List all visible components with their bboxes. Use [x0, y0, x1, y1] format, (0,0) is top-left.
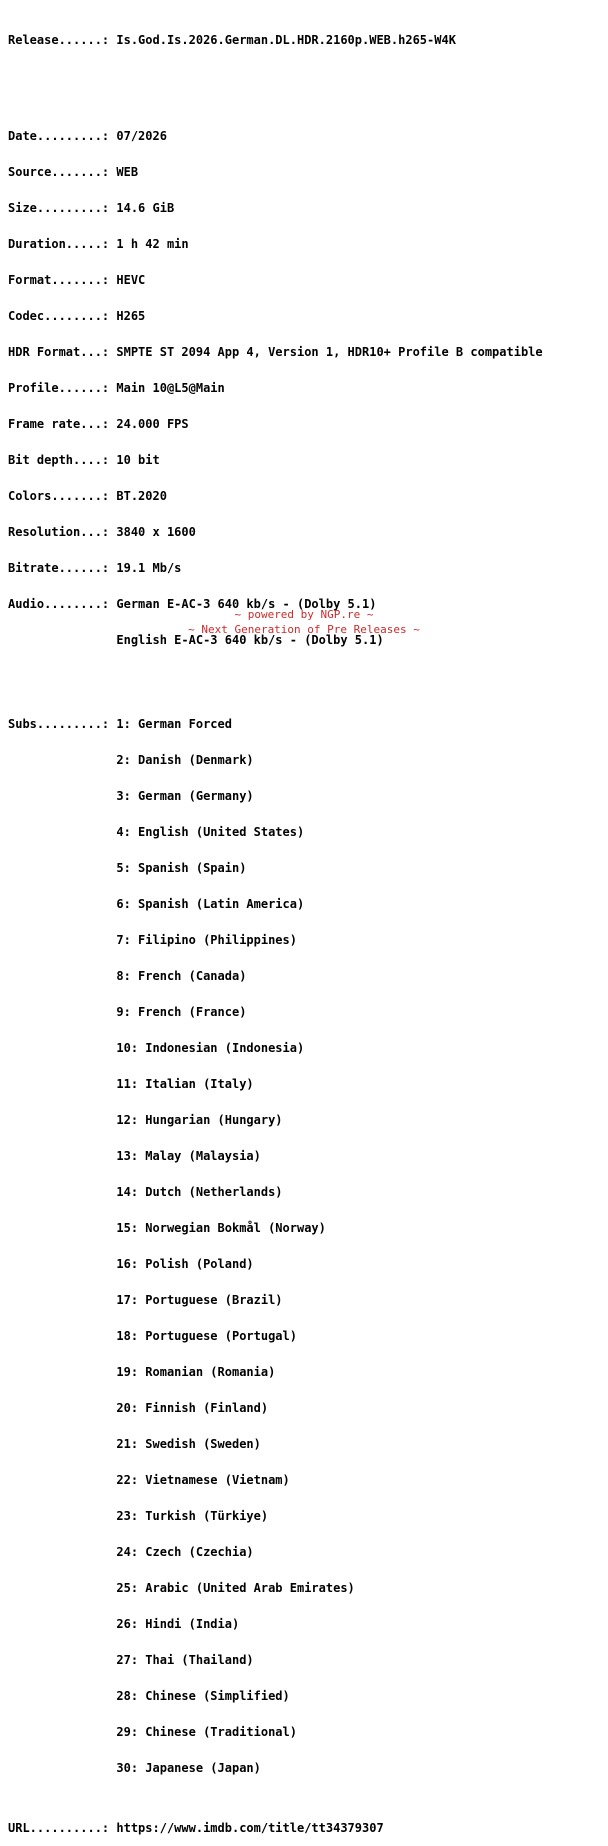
bitrate-line: Bitrate......: 19.1 Mb/s: [8, 561, 182, 575]
subs-line: Subs.........: 1: German Forced: [8, 717, 232, 731]
subs-line: 21: Swedish (Sweden): [8, 1437, 261, 1451]
subs-line: 29: Chinese (Traditional): [8, 1725, 297, 1739]
nfo-text: [8, 10, 604, 1846]
subs-line: 11: Italian (Italy): [8, 1077, 254, 1091]
subs-line: 26: Hindi (India): [8, 1617, 240, 1631]
subs-line: 6: Spanish (Latin America): [8, 897, 305, 911]
url-line[interactable]: URL..........: https://www.imdb.com/title/tt34379307: [8, 1821, 384, 1835]
subs-line: 18: Portuguese (Portugal): [8, 1329, 297, 1343]
resolution-line: Resolution...: 3840 x 1600: [8, 525, 196, 539]
bit-depth-line: Bit depth....: 10 bit: [8, 453, 160, 467]
subs-line: 4: English (United States): [8, 825, 305, 839]
colors-line: Colors.......: BT.2020: [8, 489, 167, 503]
subs-line: 27: Thai (Thailand): [8, 1653, 254, 1667]
subs-line: 15: Norwegian Bokmål (Norway): [8, 1221, 326, 1235]
footer-tagline: ~ Next Generation of Pre Releases ~: [188, 623, 420, 636]
info-block: [8, 106, 604, 670]
subs-line: 30: Japanese (Japan): [8, 1761, 261, 1775]
release-line: Release......: Is.God.Is.2026.German.DL.HDR.2160p.WEB.h265-W4K: [8, 33, 456, 47]
subs-line: 14: Dutch (Netherlands): [8, 1185, 283, 1199]
subs-line: 2: Danish (Denmark): [8, 753, 254, 767]
duration-line: Duration.....: 1 h 42 min: [8, 237, 189, 251]
subs-line: 10: Indonesian (Indonesia): [8, 1041, 305, 1055]
audio-line: English E-AC-3 640 kb/s - (Dolby 5.1): [8, 633, 384, 647]
subs-block: [8, 694, 604, 1798]
subs-line: 28: Chinese (Simplified): [8, 1689, 290, 1703]
subs-line: 23: Turkish (Türkiye): [8, 1509, 269, 1523]
subs-line: 12: Hungarian (Hungary): [8, 1113, 283, 1127]
subs-line: 8: French (Canada): [8, 969, 247, 983]
subs-line: 19: Romanian (Romania): [8, 1365, 276, 1379]
subs-line: 7: Filipino (Philippines): [8, 933, 297, 947]
footer-powered-by: ~ powered by NGP.re ~: [234, 608, 374, 621]
subs-line: 22: Vietnamese (Vietnam): [8, 1473, 290, 1487]
subs-line: 20: Finnish (Finland): [8, 1401, 269, 1415]
audio-line: Audio........: German E-AC-3 640 kb/s - (Dolby 5.1): [8, 597, 377, 611]
size-line: Size.........: 14.6 GiB: [8, 201, 175, 215]
subs-line: 13: Malay (Malaysia): [8, 1149, 261, 1163]
profile-line: Profile......: Main 10@L5@Main: [8, 381, 225, 395]
format-line: Format.......: HEVC: [8, 273, 146, 287]
source-line: Source.......: WEB: [8, 165, 139, 179]
subs-line: 3: German (Germany): [8, 789, 254, 803]
subs-line: 9: French (France): [8, 1005, 247, 1019]
subs-line: 5: Spanish (Spain): [8, 861, 247, 875]
date-line: Date.........: 07/2026: [8, 129, 167, 143]
codec-line: Codec........: H265: [8, 309, 146, 323]
frame-rate-line: Frame rate...: 24.000 FPS: [8, 417, 189, 431]
subs-line: 25: Arabic (United Arab Emirates): [8, 1581, 355, 1595]
hdr-format-line: HDR Format...: SMPTE ST 2094 App 4, Version 1, HDR10+ Profile B compatible: [8, 345, 543, 359]
subs-line: 24: Czech (Czechia): [8, 1545, 254, 1559]
subs-line: 17: Portuguese (Brazil): [8, 1293, 283, 1307]
subs-line: 16: Polish (Poland): [8, 1257, 254, 1271]
